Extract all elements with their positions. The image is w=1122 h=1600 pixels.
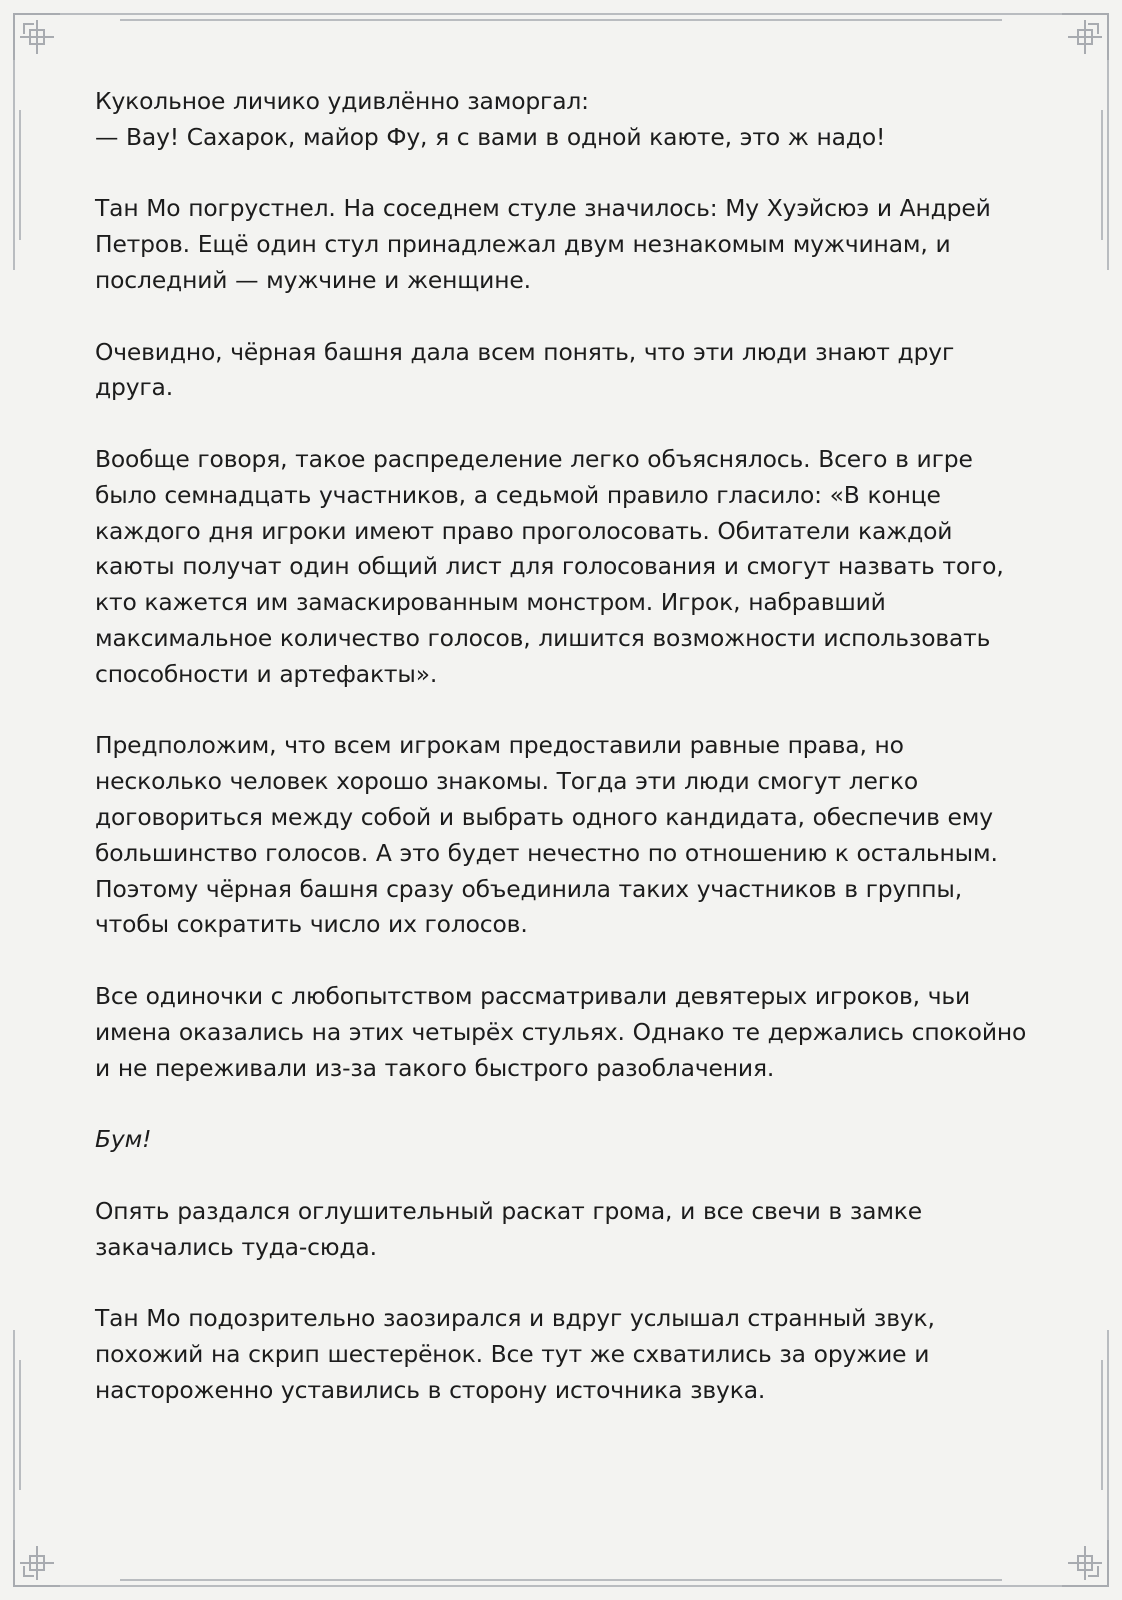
chapter-text — [95, 84, 1030, 1444]
paragraph: Все одиночки с любопытством рассматривали девятерых игроков, чьи имена оказались на этих четырёх стульях. Однако те держались спокойно и не переживали из-за такого быстрого разоблачения. — [95, 981, 1027, 1082]
paragraph-line: Кукольное личико удивлённо заморгал: — [95, 87, 589, 115]
paragraph: Тан Мо погрустнел. На соседнем стуле значилось: Му Хуэйсюэ и Андрей Петров. Ещё один стул принадлежал двум незнакомым мужчинам, и последний — мужчине и женщине. — [95, 194, 991, 294]
paragraph-sound-effect: Бум! — [95, 1125, 152, 1154]
paragraph: Вообще говоря, такое распределение легко объяснялось. Всего в игре было семнадцать участников, а седьмой правило гласило: «В конце каждого дня игроки имеют право проголосовать. Обитатели каждой каюты получат один общий лист для голосования и смогут назвать того, кто кажется им замаскированным монстром. Игрок, набравший максимальное количество голосов, лишится возможности использовать способности и артефакты». — [95, 444, 1004, 688]
paragraph-dialogue — [95, 84, 1030, 156]
paragraph: Тан Мо подозрительно заозирался и вдруг услышал странный звук, похожий на скрип шестерёнок. Все тут же схватились за оружие и настороженно уставились в сторону источника звука. — [95, 1304, 935, 1404]
paragraph: Очевидно, чёрная башня дала всем понять, что эти люди знают друг друга. — [95, 337, 955, 402]
paragraph: Опять раздался оглушительный раскат грома, и все свечи в замке закачались туда-сюда. — [95, 1196, 923, 1261]
paragraph: Предположим, что всем игрокам предоставили равные права, но несколько человек хорошо знакомы. Тогда эти люди смогут легко договориться между собой и выбрать одного кандидата, обеспечив ему большинство голосов. А это будет нечестно по отношению к остальным. Поэтому чёрная башня сразу объединила таких участников в группы, чтобы сократить число их голосов. — [95, 731, 998, 939]
paragraph-line: — Вау! Сахарок, майор Фу, я с вами в одной каюте, это ж надо! — [95, 122, 886, 151]
